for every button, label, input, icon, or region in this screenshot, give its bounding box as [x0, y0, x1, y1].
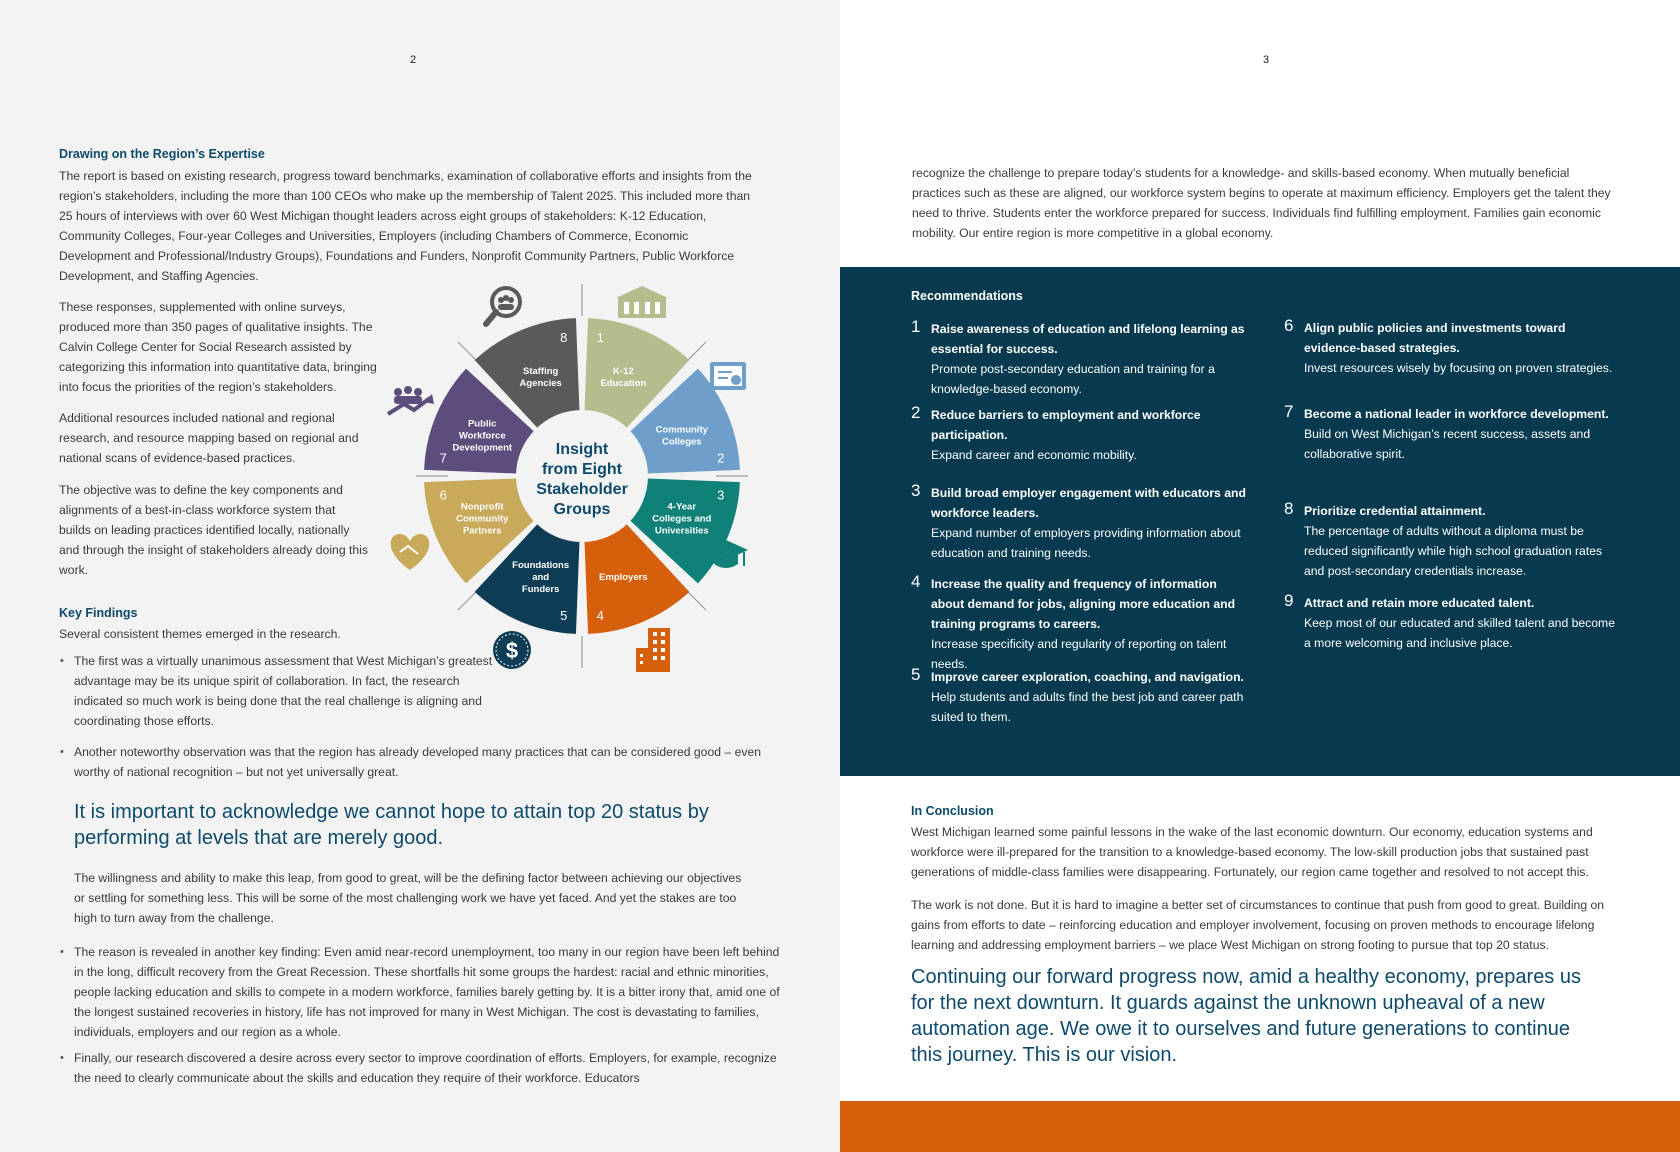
recommendation-text: Increase specificity and regularity of reporting on talent needs.: [931, 637, 1227, 671]
center-title-line: Groups: [553, 501, 611, 518]
wheel-segment-number: 1: [596, 330, 604, 346]
paragraph-good-to-great: The willingness and ability to make this leap, from good to great, will be the defining factor between achieving our objectives or settling for something less. This will be some of the most challenging work we have yet faced. And yet the stakes are too high to turn away from the challenge.: [74, 871, 742, 925]
wheel-segment-label: Employers: [599, 571, 648, 583]
stakeholder-wheel: [380, 276, 800, 676]
wheel-segment-number: 2: [717, 450, 725, 466]
recommendations-title: Recommendations: [911, 289, 1023, 303]
office-building-icon: [636, 628, 670, 672]
bullet-good-practices: • Another noteworthy observation was that the region has already developed many practices that can be considered good – even worthy of national recognition – but not yet universally great.: [60, 742, 780, 782]
paragraph-resources: Additional resources included national and regional research, and resource mapping based on regional and national scans of evidence-based practices.: [59, 411, 359, 465]
center-title-line: Stakeholder: [536, 481, 628, 498]
recommendations-panel: [840, 267, 1680, 776]
recommendation-body: [931, 574, 1251, 674]
paragraph-work-not-done: The work is not done. But it is hard to imagine a better set of circumstances to continue that push from good to great. Building on gains from efforts to date – reinforcing education and employer involvement, focusing on proven methods to encourage lifelong learning and addressing employment barriers – we place West Michigan on strong footing to pursue that top 20 status.: [911, 898, 1605, 952]
wheel-segment-label: Education: [600, 378, 647, 390]
bullet-collaboration: • The first was a virtually unanimous assessment that West Michigan’s greatest advantage may be its unique spirit of collaboration. In fact, the research indicated so much work is being done that the real challenge is aligning and coordinating those efforts.: [60, 651, 500, 731]
wheel-segment-number: 3: [717, 487, 725, 503]
recommendation-body: [1304, 501, 1624, 581]
recommendation-body: [1304, 593, 1624, 653]
wheel-segment-label: Development: [452, 442, 513, 454]
paragraph-aligned-practices: recognize the challenge to prepare today’s students for a knowledge- and skills-based economy. When mutually beneficial practices such as these are aligned, our workforce system begins to operate at maximum efficiency. Employers get the talent they need to thrive. Students enter the workforce prepared for success. Individuals find fulfilling employment. Families gain economic mobility. Our entire region is more competitive in a global economy.: [912, 166, 1611, 240]
pull-quote-vision: Continuing our forward progress now, amid a healthy economy, prepares us for the next downturn. It guards against the unknown upheaval of a new automation age. We owe it to ourselves and future generations to continue this journey. This is our vision.: [911, 966, 1581, 1066]
center-title-line: Insight: [555, 441, 609, 458]
recommendation-heading: Improve career exploration, coaching, and navigation.: [931, 670, 1244, 684]
right-page: [840, 0, 1680, 1152]
wheel-segment-label: Foundations: [512, 559, 570, 571]
recommendation-item: [1284, 501, 1624, 581]
school-building-icon: [616, 286, 668, 318]
recommendation-body: [931, 667, 1251, 727]
recommendation-text: The percentage of adults without a diploma must be reduced significantly while high school graduation rates and post-secondary credentials increase.: [1304, 524, 1603, 578]
recommendation-item: [1284, 404, 1624, 464]
wheel-segment-label: Community: [655, 424, 708, 436]
recommendation-heading: Raise awareness of education and lifelong learning as essential for success.: [931, 322, 1245, 356]
recommendation-text: Expand number of employers providing information about education and training needs.: [931, 526, 1241, 560]
wheel-segment-label: Colleges and: [652, 513, 712, 525]
wheel-segment-number: 7: [439, 450, 447, 466]
recommendation-number: 4: [911, 572, 921, 591]
recommendation-text: Invest resources wisely by focusing on proven strategies.: [1304, 361, 1613, 375]
wheel-segment-label: Community: [456, 513, 509, 525]
wheel-segment-label: Workforce: [458, 430, 506, 442]
recommendation-number: 6: [1284, 316, 1294, 335]
recommendation-text: Keep most of our educated and skilled talent and become a more welcoming and inclusive place.: [1304, 616, 1615, 650]
wheel-segment-label: 4-Year: [667, 501, 697, 513]
recommendation-body: [931, 405, 1251, 465]
certificate-icon: [710, 362, 746, 390]
recommendation-item: [911, 574, 1251, 674]
wheel-segment-label: Agencies: [519, 378, 562, 390]
magnifier-people-icon: [486, 288, 520, 324]
recommendation-heading: Align public policies and investments toward evidence-based strategies.: [1304, 321, 1566, 355]
recommendation-body: [931, 319, 1251, 399]
recommendation-text: Help students and adults find the best job and career path suited to them.: [931, 690, 1244, 724]
recommendation-number: 3: [911, 481, 921, 500]
recommendation-heading: Prioritize credential attainment.: [1304, 504, 1486, 518]
recommendation-heading: Build broad employer engagement with educators and workforce leaders.: [931, 486, 1246, 520]
paragraph-themes: Several consistent themes emerged in the research.: [59, 627, 341, 641]
heading-expertise: Drawing on the Region’s Expertise: [59, 147, 265, 161]
wheel-segment-number: 5: [560, 607, 568, 623]
page-number: 3: [1263, 54, 1270, 66]
wheel-segment-label: Partners: [462, 525, 502, 537]
recommendation-body: [1304, 318, 1624, 378]
recommendation-body: [931, 483, 1251, 563]
svg-text:$: $: [505, 638, 519, 663]
wheel-segment-number: 6: [439, 487, 447, 503]
recommendation-number: 8: [1284, 499, 1294, 518]
recommendation-item: [1284, 593, 1624, 653]
recommendation-heading: Attract and retain more educated talent.: [1304, 596, 1535, 610]
bullet-coordination: • Finally, our research discovered a desire across every sector to improve coordination of efforts. Employers, for example, recognize the need to clearly communicate about the skills and education they require of their workforce. Educators: [60, 1048, 780, 1088]
recommendation-item: [911, 667, 1251, 727]
footer-band: [840, 1101, 1680, 1152]
bullet-left-behind: • The reason is revealed in another key finding: Even amid near-record unemployment, too many in our region have been left behind in the long, difficult recovery from the Great Recession. These shortfalls hit some groups the hardest: racial and ethnic minorities, people lacking education and skills to compete in a modern workforce, families barely getting by. It is a bitter irony that, amid one of the longest sustained recoveries in history, life has not improved for many in West Michigan. The cost is devastating to families, individuals, employers and our region as a whole.: [60, 942, 780, 1042]
wheel-segment-label: K-12: [613, 366, 634, 378]
pull-quote-top20: It is important to acknowledge we cannot hope to attain top 20 status by performing at levels that are merely good.: [74, 801, 709, 849]
center-title-line: from Eight: [542, 461, 622, 478]
recommendation-number: 7: [1284, 402, 1294, 421]
recommendation-item: [911, 405, 1251, 465]
wheel-segment-label: Staffing: [522, 366, 559, 378]
recommendation-body: [1304, 404, 1624, 464]
growth-people-icon: [388, 386, 434, 414]
paragraph-responses: These responses, supplemented with online surveys, produced more than 350 pages of qualitative insights. The Calvin College Center for Social Research assisted by categorizing this information into quantitative data, bringing into focus the priorities of the region’s stakeholders.: [59, 300, 377, 394]
wheel-segment-label: Universities: [654, 525, 709, 537]
wheel-segment-label: Public: [467, 418, 497, 430]
recommendation-number: 9: [1284, 591, 1294, 610]
recommendation-text: Expand career and economic mobility.: [931, 448, 1137, 462]
paragraph-lessons: West Michigan learned some painful lessons in the wake of the last economic downturn. Our economy, education systems and workforce were ill-prepared for the transition to a knowledge-based economy. The low-skill production jobs that sustained past generations of middle-class families were disappearing. Fortunately, our region came together and resolved to not accept this.: [911, 825, 1593, 879]
dollar-coin-icon: [493, 631, 531, 669]
wheel-segment-label: Funders: [521, 583, 560, 595]
wheel-segment-label: Nonprofit: [460, 501, 504, 513]
wheel-segment-label: and: [532, 571, 550, 583]
stakeholder-wheel-graphic: [380, 276, 800, 676]
wheel-segment-label: Colleges: [661, 436, 702, 448]
paragraph-objective: The objective was to define the key components and alignments of a best-in-class workforce system that builds on leading practices identified locally, nationally and through the insight of stakeholders already doing this work.: [59, 483, 368, 577]
recommendation-text: Promote post-secondary education and training for a knowledge-based economy.: [931, 362, 1215, 396]
recommendation-text: Build on West Michigan’s recent success, assets and collaborative spirit.: [1304, 427, 1591, 461]
recommendation-heading: Become a national leader in workforce development.: [1304, 407, 1609, 421]
recommendation-item: [911, 319, 1251, 399]
page-number: 2: [410, 54, 417, 66]
wheel-segment-number: 4: [596, 607, 604, 623]
heading-conclusion: In Conclusion: [911, 804, 994, 818]
paragraph-report-basis: The report is based on existing research, progress toward benchmarks, examination of collaborative efforts and insights from the region’s stakeholders, including the more than 100 CEOs who make up the membership of Talent 2025. This included more than 25 hours of interviews with over 60 West Michigan thought leaders across eight groups of stakeholders: K-12 Education, Community Colleges, Four-year Colleges and Universities, Employers (including Chambers of Commerce, Economic Development and Professional/Industry Groups), Foundations and Funders, Nonprofit Community Partners, Public Workforce Development, and Staffing Agencies.: [59, 169, 752, 283]
recommendation-number: 2: [911, 403, 921, 422]
wheel-segment-number: 8: [560, 330, 568, 346]
recommendation-number: 1: [911, 317, 921, 336]
recommendation-heading: Increase the quality and frequency of information about demand for jobs, aligning more education and training programs to careers.: [931, 577, 1236, 631]
recommendation-item: [1284, 318, 1624, 378]
recommendation-item: [911, 483, 1251, 563]
recommendation-number: 5: [911, 665, 921, 684]
recommendation-heading: Reduce barriers to employment and workforce participation.: [931, 408, 1201, 442]
heading-key-findings: Key Findings: [59, 606, 138, 620]
heart-handshake-icon: [391, 534, 430, 570]
